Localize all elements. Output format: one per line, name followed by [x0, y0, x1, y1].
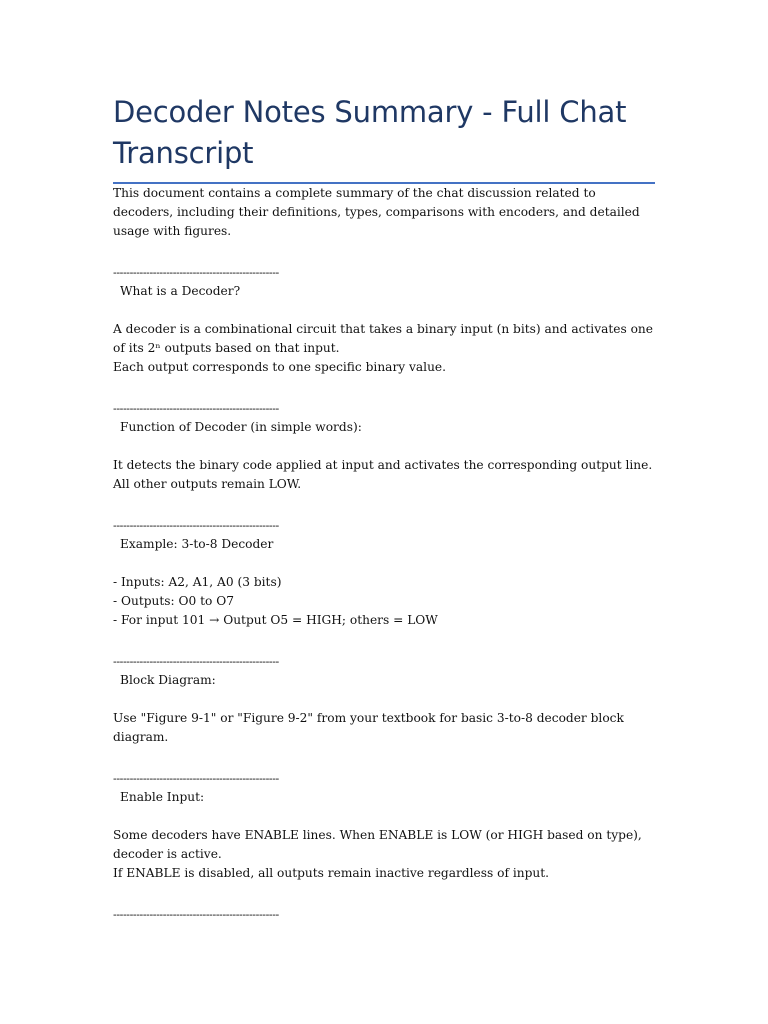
intro-paragraph: This document contains a complete summary of the chat discussion related to decoders, including their definitions, types, comparisons with encoders, and detailed usage with figures.	[113, 186, 640, 238]
document-title: Decoder Notes Summary - Full Chat Transcript	[113, 95, 627, 170]
section-heading: Block Diagram:	[120, 673, 216, 687]
section-divider: --------------------------------------------------	[113, 655, 279, 668]
section-heading: Enable Input:	[120, 790, 205, 804]
section-divider: --------------------------------------------------	[113, 519, 279, 532]
section-heading: Example: 3-to-8 Decoder	[120, 537, 274, 551]
section-enable-input	[113, 769, 655, 883]
section-body: - Inputs: A2, A1, A0 (3 bits) - Outputs: O0 to O7 - For input 101 → Output O5 = HIGH; others = LOW	[113, 575, 438, 627]
section-divider: --------------------------------------------------	[113, 908, 279, 921]
section-divider: --------------------------------------------------	[113, 402, 279, 415]
section-trailing	[113, 905, 655, 924]
section-heading: Function of Decoder (in simple words):	[120, 420, 362, 434]
section-divider: --------------------------------------------------	[113, 266, 279, 279]
document-page	[113, 92, 655, 924]
section-heading: What is a Decoder?	[120, 284, 241, 298]
section-body: A decoder is a combinational circuit that takes a binary input (n bits) and activates one of its 2ⁿ outputs based on that input. Each output corresponds to one specific binary value.	[113, 322, 653, 374]
section-body: Some decoders have ENABLE lines. When ENABLE is LOW (or HIGH based on type), decoder is active. If ENABLE is disabled, all outputs remain inactive regardless of input.	[113, 828, 642, 880]
section-example	[113, 516, 655, 630]
section-body: Use "Figure 9-1" or "Figure 9-2" from your textbook for basic 3-to-8 decoder block diagram.	[113, 711, 624, 744]
section-block-diagram	[113, 652, 655, 747]
section-what-is-decoder	[113, 263, 655, 377]
section-body: It detects the binary code applied at input and activates the corresponding output line. All other outputs remain LOW.	[113, 458, 653, 491]
section-divider: --------------------------------------------------	[113, 772, 279, 785]
section-function	[113, 399, 655, 494]
